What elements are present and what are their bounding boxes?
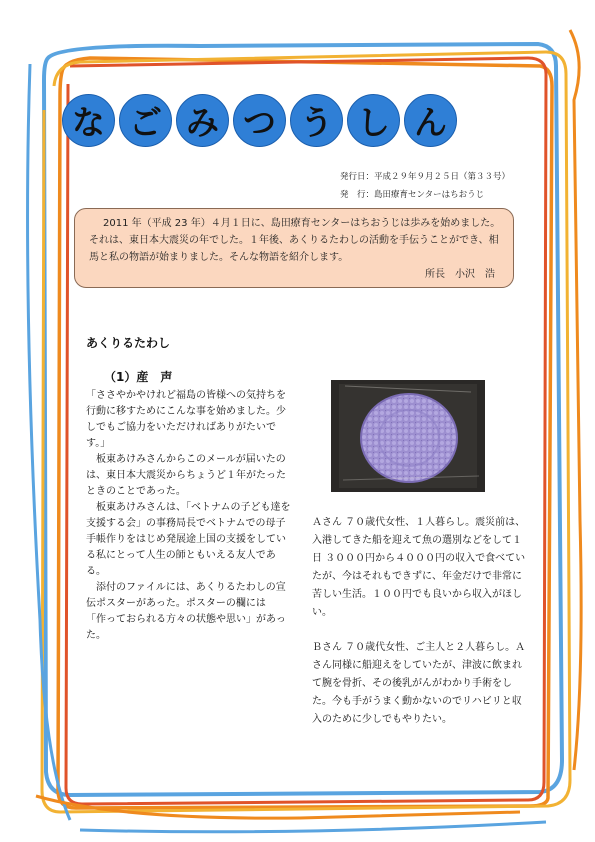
article-paragraph: 「ささやかやけれど福島の皆様への気持ちを行動に移すためにこんな事を始めました。少しでもご協力をいただければありがたいです。」 (86, 390, 286, 449)
title-char: ん (414, 103, 447, 142)
title-char: ご (129, 103, 162, 142)
frame-stroke-blue-bottom (80, 822, 546, 832)
newsletter-title (62, 94, 552, 150)
director-signature: 所長 小沢 浩 (425, 269, 495, 280)
article-paragraph: 「作っておられる方々の状態や思い」があった。 (86, 614, 286, 641)
article-subheading: （1）産 声 (104, 370, 173, 384)
article-heading: あくりるたわし (86, 336, 171, 350)
article-paragraph: 板東あけみさんは、「ベトナムの子ども達を支援する会」の事務局長でベトナムでの母子手帳作りをはじめ発展途上国の支援をしている私にとって人生の師ともいえる友人である。 (86, 502, 291, 577)
title-char-circle (404, 94, 457, 147)
director-message-text: 2011 年（平成 23 年）４月１日に、島田療育センターはちおうじは歩みを始めました。それは、東日本大震災の年でした。１年後、あくりるたわしの活動を手伝うことができ、相馬と私の物語が始まりました。そんな物語を紹介します。 (89, 218, 501, 263)
scrubber-image (331, 380, 485, 492)
resident-profile-b: Ｂさん ７０歳代女性、ご主人と２人暮らし。Ａさん同様に船迎えをしていたが、津波に飲まれて腕を骨折、その後乳がんがわかり手術をした。今も手がうまく動かないのでリハビリと収入のために少しでもやりたい。 (312, 642, 526, 725)
title-char-circle (290, 94, 343, 147)
acrylic-scrubber-photo (331, 380, 485, 492)
title-char-circle (62, 94, 115, 147)
frame-stroke-blue-loop (28, 64, 70, 820)
title-char-circle (119, 94, 172, 147)
title-char-circle (233, 94, 286, 147)
title-char: し (357, 103, 390, 142)
frame-stroke-orange-loop (570, 30, 581, 770)
director-message-box (74, 208, 514, 288)
title-char-circle (347, 94, 400, 147)
resident-profile-a: Ａさん ７０歳代女性、１人暮らし。震災前は、入港してきた船を迎えて魚の選別などをして１日 ３０００円から４０００円の収入で食べていたが、今はそれもできずに、年金だけで非常に苦しい生活。１００円でも良いから収入がほしい。 (312, 517, 526, 618)
title-char-circle (176, 94, 229, 147)
issue-date: 発行日：平成２９年９月２５日（第３３号） (340, 172, 511, 182)
article-right-column (312, 514, 526, 746)
article-left-column (86, 388, 294, 644)
issue-publisher: 発 行：島田療育センターはちおうじ (340, 190, 485, 200)
title-char: う (300, 103, 333, 142)
title-char: み (186, 103, 219, 142)
title-char: つ (243, 103, 276, 142)
issue-info (340, 168, 510, 204)
article-paragraph: 添付のファイルには、あくりるたわしの宣伝ポスターがあった。ポスターの欄には (86, 582, 286, 609)
article-paragraph: 板東あけみさんからこのメールが届いたのは、東日本大震災からちょうど１年がたったときのことであった。 (86, 454, 286, 497)
title-char: な (72, 103, 105, 142)
